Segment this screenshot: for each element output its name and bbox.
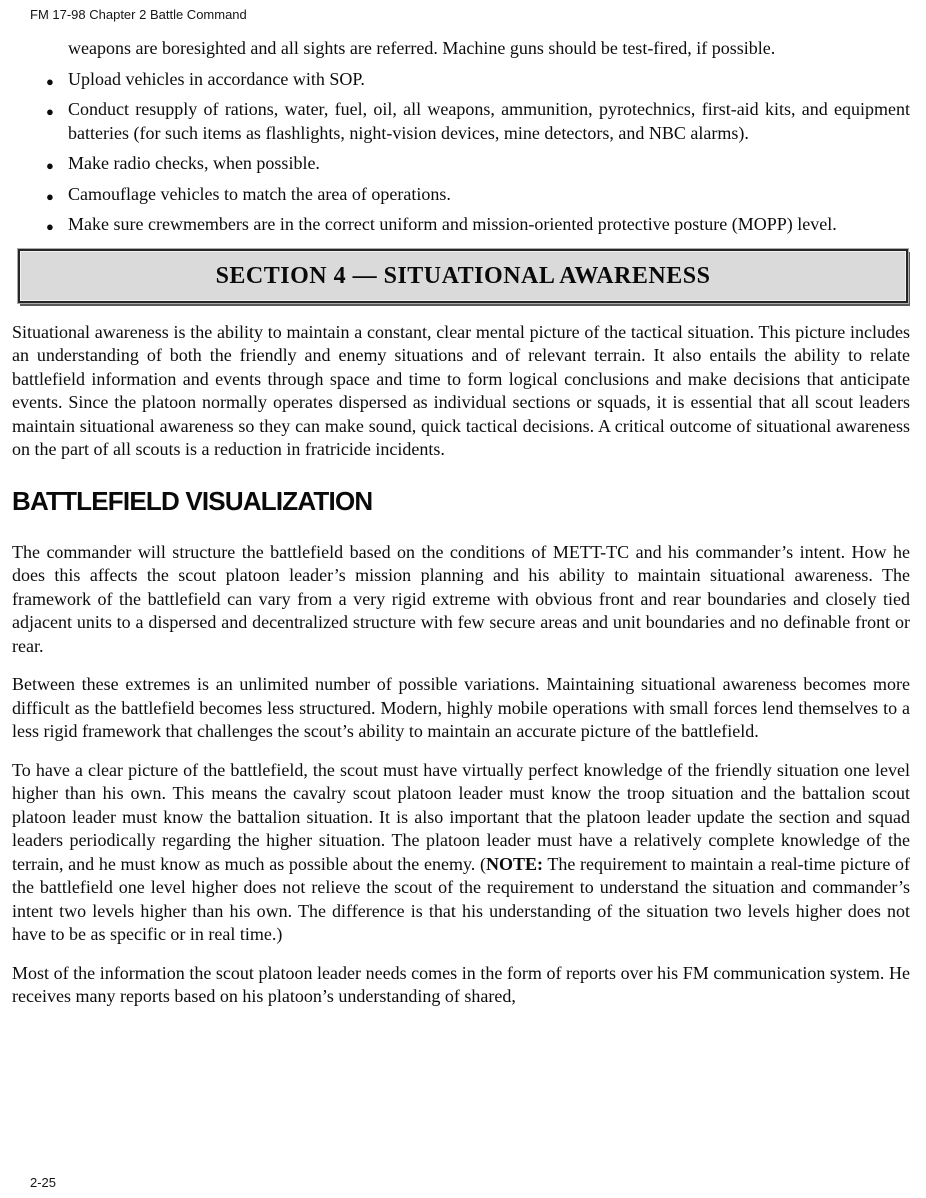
list-item-text: Upload vehicles in accordance with SOP. <box>68 68 365 89</box>
paragraph-knowledge-text: To have a clear picture of the battlefield, the scout must have virtually perfect knowledge of the friendly situation one level higher than his own. This means the cavalry scout platoon leader must know the troop situation and the battalion scout platoon leader must know the battalion situation. It is also important that the platoon leader update the section and squad leaders periodically regarding the higher situation. The platoon leader must have a relatively complete knowledge of the terrain, and he must know as much as possible about the enemy. ( <box>12 759 910 874</box>
list-item-text: Camouflage vehicles to match the area of operations. <box>68 183 451 204</box>
bullet-icon: ● <box>46 104 54 119</box>
paragraph-commander: The commander will structure the battlefield based on the conditions of METT-TC and his commander’s intent. How he does this affects the scout platoon leader’s mission planning and his ability to maintain situational awareness. The framework of the battlefield can vary from a very rigid extreme with obvious front and rear boundaries and closely tied adjacent units to a dispersed and decentralized structure with few secure areas and unit boundaries and no definable front or rear. <box>12 541 910 656</box>
page-heading: BATTLEFIELD VISUALIZATION <box>12 485 373 516</box>
bullet-icon: ● <box>46 219 54 234</box>
running-header: FM 17-98 Chapter 2 Battle Command <box>30 7 247 22</box>
list-item-text: Conduct resupply of rations, water, fuel, oil, all weapons, ammunition, pyrotechnics, first-aid kits, and equipment batteries (for such items as flashlights, night-vision devices, mine detectors, and NBC alarms). <box>68 99 910 143</box>
paragraph-knowledge <box>12 759 910 947</box>
note-label: NOTE: <box>485 853 543 874</box>
section-banner <box>18 249 908 303</box>
section-title: SECTION 4 — SITUATIONAL AWARENESS <box>215 262 711 289</box>
intro-paragraph: Situational awareness is the ability to maintain a constant, clear mental picture of the tactical situation. This picture includes an understanding of both the friendly and enemy situations and of relevant terrain. It also entails the ability to relate battlefield information and events through space and time to form logical conclusions and make decisions that anticipate events. Since the platoon normally operates dispersed as individual sections or squads, it is essential that all scout leaders maintain situational awareness so they can make sound, quick tactical decisions. A critical outcome of situational awareness on the part of all scouts is a reduction in fratricide incidents. <box>12 321 910 459</box>
list-item <box>12 152 910 176</box>
list-item <box>12 183 910 207</box>
page-number: 2-25 <box>30 1175 57 1190</box>
list-item-text: Make sure crewmembers are in the correct uniform and mission-oriented protective posture (MOPP) level. <box>68 214 837 234</box>
list-item <box>12 213 910 237</box>
paragraph-extremes: Between these extremes is an unlimited number of possible variations. Maintaining situational awareness becomes more difficult as the battlefield becomes less structured. Modern, highly mobile operations with small forces lend themselves to a less rigid framework that challenges the scout’s ability to maintain an accurate picture of the battlefield. <box>12 674 910 741</box>
list-item <box>12 98 910 145</box>
list-item <box>12 68 910 92</box>
bullet-icon: ● <box>46 158 54 173</box>
paragraph-reports: Most of the information the scout platoon leader needs comes in the form of reports over his FM communication system. He receives many reports based on his platoon’s understanding of shared, <box>12 962 910 1006</box>
bullet-icon: ● <box>46 188 54 204</box>
bullet-list <box>12 68 910 237</box>
paragraph-knowledge-note-text: The requirement to maintain a real-time picture of the battlefield one level higher does not relieve the scout of the requirement to understand the situation and commander’s intent two levels higher than his own. The difference is that his understanding of the situation two levels higher does not have to be as specific or in real time.) <box>12 853 910 944</box>
continuation-paragraph: weapons are boresighted and all sights are referred. Machine guns should be test-fired, if possible. <box>68 38 776 58</box>
bullet-icon: ● <box>46 73 54 89</box>
list-item-text: Make radio checks, when possible. <box>68 153 320 173</box>
